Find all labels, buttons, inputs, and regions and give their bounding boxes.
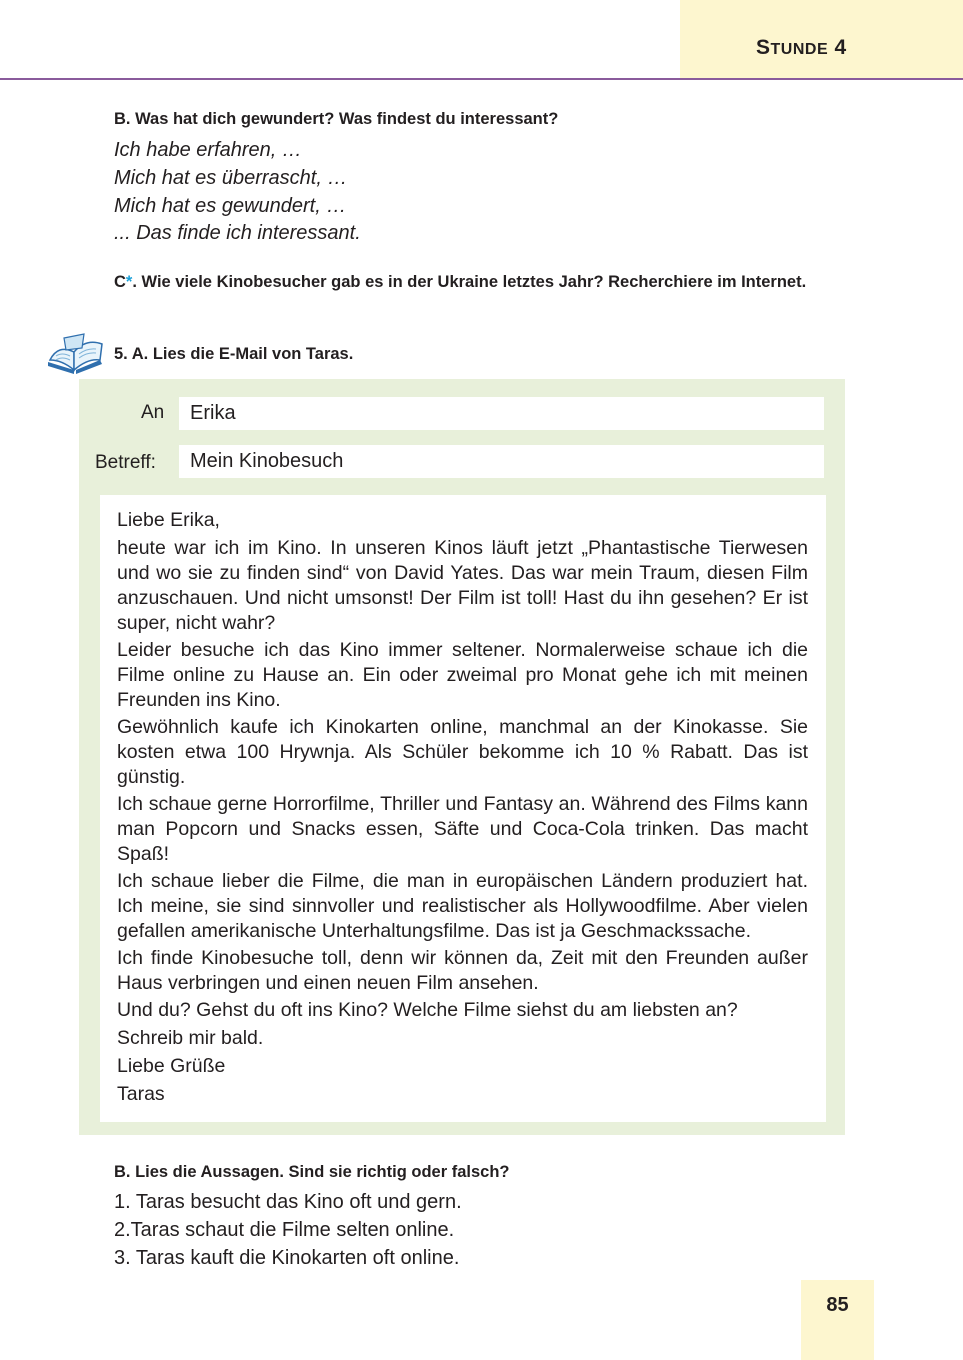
header-rule: [0, 78, 963, 80]
phrase-line: Ich habe erfahren, …: [114, 139, 302, 161]
to-field[interactable]: Erika: [179, 397, 824, 430]
lesson-title-rest: TUNDE: [770, 41, 829, 58]
page-number-band: [801, 1280, 874, 1360]
lesson-number: 4: [834, 36, 847, 59]
phrase-line: Mich hat es überrascht, …: [114, 167, 348, 189]
subject-label: Betreff:: [95, 452, 156, 473]
statement-item: 3. Taras kauft die Kinokarten oft online.: [114, 1247, 460, 1269]
to-label: An: [141, 402, 165, 423]
star-icon: *: [125, 273, 133, 291]
subject-field[interactable]: Mein Kinobesuch: [179, 445, 824, 478]
section-c-text: . Wie viele Kinobesucher gab es in der Ukraine letztes Jahr? Recherchiere im Internet.: [132, 273, 807, 291]
email-paragraph: Leider besuche ich das Kino immer seltener. Normalerweise schaue ich die Filme online zu Hause an. Ein oder zweimal pro Monat gehe ich mit meinen Freunden ins Kino.: [117, 639, 808, 711]
section-b-heading: B. Was hat dich gewundert? Was findest du interessant?: [114, 110, 559, 128]
email-window: [79, 379, 845, 1135]
statement-item: 2.Taras schaut die Filme selten online.: [114, 1219, 455, 1241]
page-number: 85: [826, 1294, 849, 1316]
phrase-line: ... Das finde ich interessant.: [114, 222, 361, 244]
email-closing-line: Schreib mir bald.: [117, 1027, 264, 1049]
email-greeting: Liebe Erika,: [117, 509, 220, 531]
email-paragraph: heute war ich im Kino. In unseren Kinos läuft jetzt „Phantastische Tierwesen und wo sie zu finden sind“ von David Yates. Das war mein Traum, diesen Film anzuschauen. Und nicht umsonst! Der Film ist toll! Hast du ihn gesehen? Er ist super, nicht wahr?: [117, 537, 808, 634]
email-closing-line: Liebe Grüße: [117, 1055, 226, 1077]
open-book-icon: [44, 330, 108, 378]
email-paragraph: Ich schaue gerne Horrorfilme, Thriller und Fantasy an. Während des Films kann man Popcorn und Snacks essen, Säfte und Coca-Cola trinken. Das macht Spaß!: [117, 793, 808, 865]
section-c-label: C: [114, 273, 126, 291]
email-paragraph: Und du? Gehst du oft ins Kino? Welche Filme siehst du am liebsten an?: [117, 999, 738, 1021]
section-c-task: [114, 271, 845, 293]
section-5a-heading: 5. A. Lies die E-Mail von Taras.: [114, 345, 354, 363]
lesson-title-initial: S: [756, 36, 771, 59]
email-body[interactable]: [100, 495, 826, 1122]
email-paragraph: Ich schaue lieber die Filme, die man in europäischen Ländern produziert hat. Ich meine, sie sind sinnvoller und realistischer als Hollywoodfilme. Aber vielen gefallen amerikanische Unterhaltungsfilme. Das ist ja Geschmackssache.: [117, 870, 808, 942]
lesson-title: [756, 36, 847, 60]
section-b2-heading: B. Lies die Aussagen. Sind sie richtig oder falsch?: [114, 1163, 510, 1181]
email-paragraph: Gewöhnlich kaufe ich Kinokarten online, manchmal an der Kinokasse. Sie kosten etwa 100 Hrywnja. Als Schüler bekomme ich 10 % Rabatt. Das ist günstig.: [117, 716, 808, 788]
statement-item: 1. Taras besucht das Kino oft und gern.: [114, 1191, 462, 1213]
email-paragraph: Ich finde Kinobesuche toll, denn wir können da, Zeit mit den Freunden außer Haus verbringen und einen neuen Film ansehen.: [117, 947, 808, 994]
email-signature: Taras: [117, 1083, 165, 1105]
phrase-line: Mich hat es gewundert, …: [114, 195, 347, 217]
